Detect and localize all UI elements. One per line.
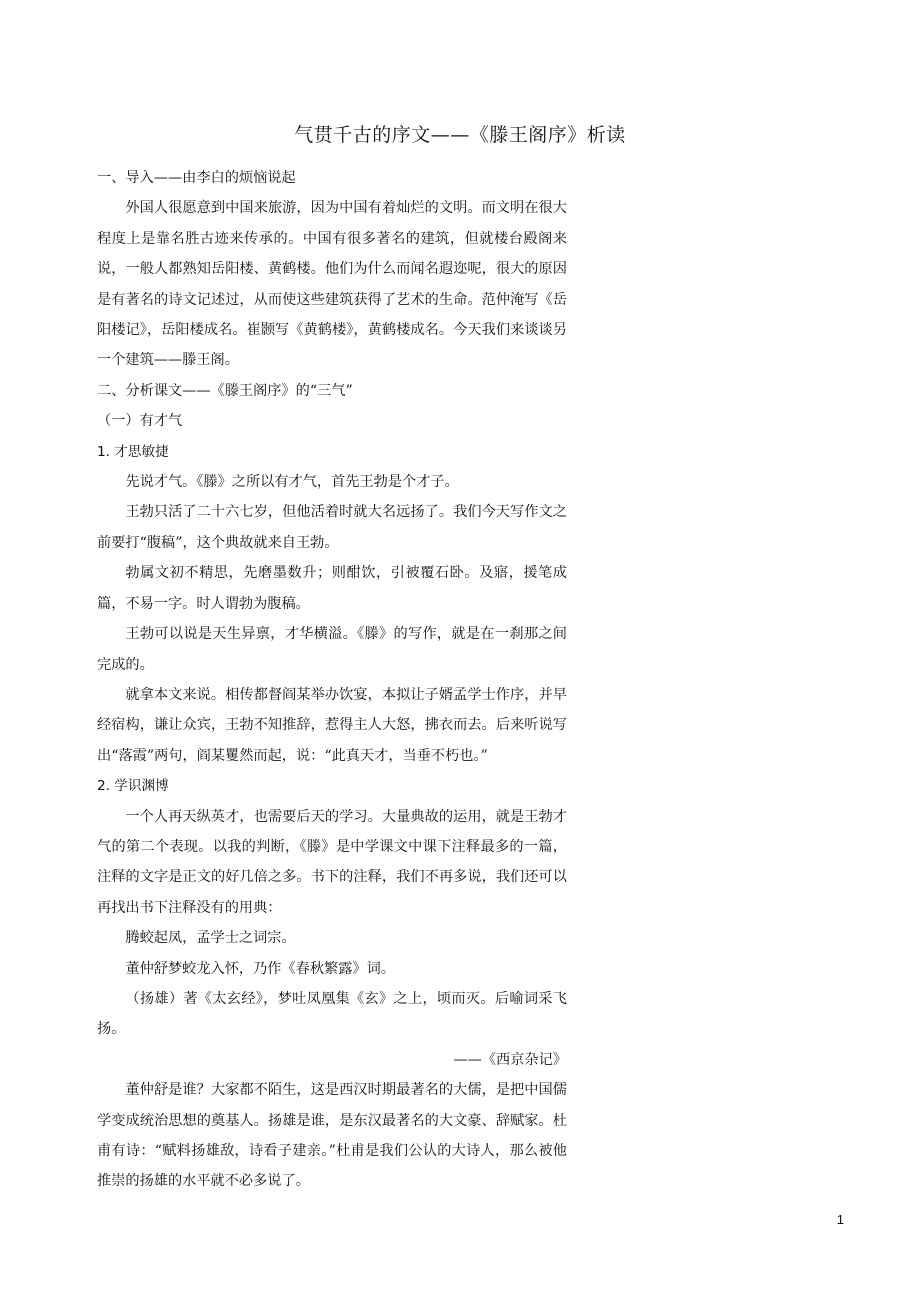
page-number: 1 [836, 1212, 844, 1227]
paragraph: 董仲舒是谁？大家都不陌生，这是西汉时期最著名的大儒，是把中国儒学变成统治思想的奠基人。扬雄是谁，是东汉最著名的大文豪、辞赋家。杜甫有诗：“赋料扬雄敌，诗看子建亲。”杜甫是我们公认的大诗人，那么被他推崇的扬雄的水平就不必多说了。 [97, 1082, 567, 1190]
subsection-heading-talent: （一）有才气 [97, 413, 183, 430]
quote-line: （扬雄）著《太玄经》，梦吐凤凰集《玄》之上，顷而灭。后喻词采飞扬。 [97, 990, 567, 1038]
quoted-paragraph: 勃属文初不精思，先磨墨数升；则酣饮，引被覆石卧。及寤，援笔成篇，不易一字。时人谓勃为腹稿。 [97, 565, 567, 612]
quote-line: 腾蛟起凤，孟学士之词宗。 [125, 930, 296, 947]
paragraph: 王勃只活了二十六七岁，但他活着时就大名远扬了。我们今天写作文之前要打“腹稿”，这个典故就来自王勃。 [97, 504, 567, 551]
paragraph: 就拿本文来说。相传都督阎某举办饮宴，本拟让子婿孟学士作序，并早经宿构，谦让众宾，王勃不知推辞，惹得主人大怒，拂衣而去。后来听说写出“落霞”两句，阎某矍然而起，说：“此真天才，当垂不朽也。” [97, 686, 567, 764]
paragraph: 王勃可以说是天生异禀，才华横溢。《滕》的写作，就是在一刹那之间完成的。 [97, 626, 567, 673]
section-heading-intro: 一、导入——由李白的烦恼说起 [97, 170, 296, 186]
point-heading-quick-wit: 1. 才思敏捷 [97, 443, 169, 460]
paragraph: 先说才气。《滕》之所以有才气，首先王勃是个才子。 [125, 474, 459, 491]
section-heading-analysis: 二、分析课文——《滕王阁序》的“三气” [97, 382, 353, 399]
quote-source: ——《西京杂记》 [453, 1051, 567, 1068]
page-title: 气贯千古的序文——《滕王阁序》析读 [294, 124, 626, 146]
quote-line: 董仲舒梦蛟龙入怀，乃作《春秋繁露》词。 [125, 960, 395, 977]
point-heading-erudition: 2. 学识渊博 [97, 778, 169, 795]
document-body [97, 163, 567, 1197]
paragraph-intro: 外国人很愿意到中国来旅游，因为中国有着灿烂的文明。而文明在很大程度上是靠名胜古迹来传承的。中国有很多著名的建筑，但就楼台殿阁来说，一般人都熟知岳阳楼、黄鹤楼。他们为什么而闻名遐迩呢，很大的原因是有著名的诗文记述过，从而使这些建筑获得了艺术的生命。范仲淹写《岳阳楼记》，岳阳楼成名。崔颢写《黄鹤楼》，黄鹤楼成名。今天我们来谈谈另一个建筑——滕王阁。 [97, 200, 567, 369]
paragraph: 一个人再天纵英才，也需要后天的学习。大量典故的运用，就是王勃才气的第二个表现。以我的判断，《滕》是中学课文中课下注释最多的一篇，注释的文字是正文的好几倍之多。书下的注释，我们不再多说，我们还可以再找出书下注释没有的用典： [97, 808, 567, 916]
